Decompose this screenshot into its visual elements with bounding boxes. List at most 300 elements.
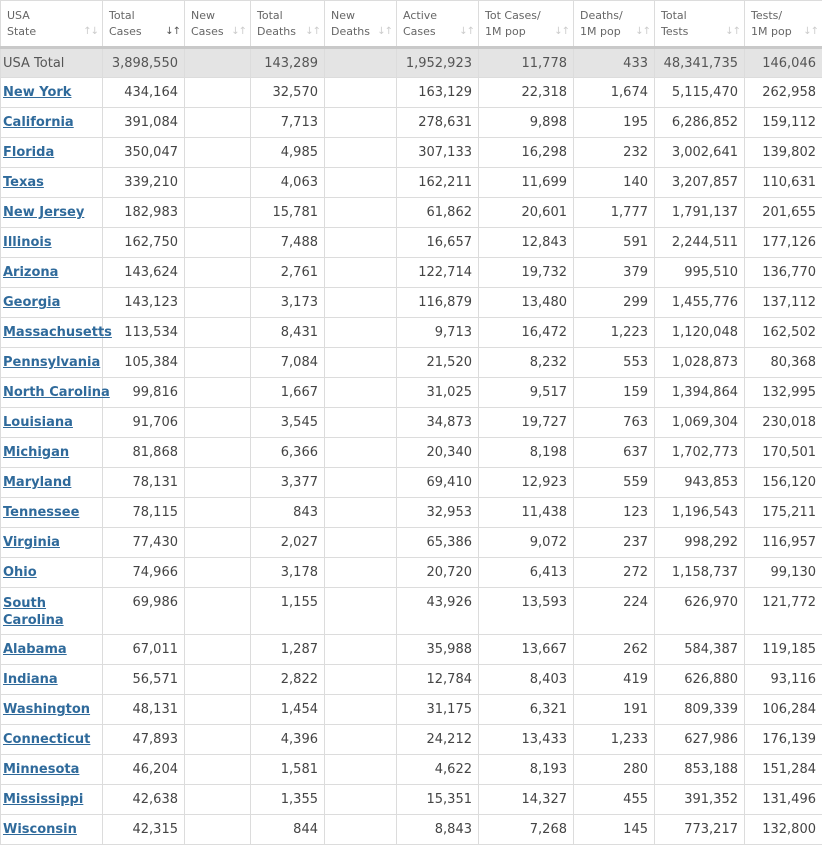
cell-deaths-per-1m: 379 — [574, 258, 655, 288]
cell-total-tests: 6,286,852 — [655, 108, 745, 138]
cell-tests-per-1m: 110,631 — [745, 168, 822, 198]
cell-deaths-per-1m: 1,777 — [574, 198, 655, 228]
cell-total-tests: 627,986 — [655, 725, 745, 755]
cell-total-cases: 78,131 — [103, 468, 185, 498]
header-tests-per-1m[interactable] — [745, 1, 822, 48]
cell-active-cases: 12,784 — [397, 665, 479, 695]
cell-total-tests: 773,217 — [655, 815, 745, 845]
cell-active-cases: 9,713 — [397, 318, 479, 348]
cell-total-deaths: 1,287 — [251, 635, 325, 665]
cell-tests-per-1m: 151,284 — [745, 755, 822, 785]
cell-new-deaths — [325, 408, 397, 438]
cell-total-cases: 3,898,550 — [103, 48, 185, 78]
header-new-cases[interactable] — [185, 1, 251, 48]
state-link[interactable]: Massachusetts — [3, 325, 112, 340]
state-link[interactable]: California — [3, 115, 74, 130]
header-tot-cases-per-1m[interactable] — [479, 1, 574, 48]
cell-state — [1, 755, 103, 785]
cell-active-cases: 21,520 — [397, 348, 479, 378]
cell-new-cases — [185, 348, 251, 378]
cell-active-cases: 122,714 — [397, 258, 479, 288]
table-row — [1, 785, 822, 815]
cell-active-cases: 15,351 — [397, 785, 479, 815]
state-link[interactable]: Wisconsin — [3, 822, 77, 837]
cell-tot-cases-per-1m: 16,472 — [479, 318, 574, 348]
cell-total-deaths: 1,667 — [251, 378, 325, 408]
table-row — [1, 468, 822, 498]
table-row — [1, 588, 822, 635]
cell-new-cases — [185, 695, 251, 725]
header-label-line2: Cases — [403, 25, 436, 38]
cell-total-deaths: 15,781 — [251, 198, 325, 228]
state-link[interactable]: Arizona — [3, 265, 58, 280]
cell-state — [1, 138, 103, 168]
cell-new-deaths — [325, 635, 397, 665]
cell-deaths-per-1m: 272 — [574, 558, 655, 588]
cell-total-cases: 69,986 — [103, 588, 185, 635]
cell-total-tests: 3,002,641 — [655, 138, 745, 168]
state-link[interactable]: Louisiana — [3, 415, 73, 430]
cell-new-deaths — [325, 725, 397, 755]
cell-total-deaths: 143,289 — [251, 48, 325, 78]
cell-state: USA Total — [1, 48, 103, 78]
cell-state — [1, 468, 103, 498]
state-link[interactable]: Tennessee — [3, 505, 79, 520]
cell-total-deaths: 1,454 — [251, 695, 325, 725]
cell-total-cases: 182,983 — [103, 198, 185, 228]
cell-state — [1, 228, 103, 258]
cell-tests-per-1m: 93,116 — [745, 665, 822, 695]
cell-tot-cases-per-1m: 11,699 — [479, 168, 574, 198]
cell-state — [1, 665, 103, 695]
cell-total-deaths: 844 — [251, 815, 325, 845]
header-state[interactable] — [1, 1, 103, 48]
header-label-line1: USA — [7, 9, 30, 22]
cell-tot-cases-per-1m: 13,667 — [479, 635, 574, 665]
cell-total-cases: 77,430 — [103, 528, 185, 558]
cell-state — [1, 78, 103, 108]
cell-new-deaths — [325, 198, 397, 228]
cell-new-deaths — [325, 288, 397, 318]
table-row — [1, 288, 822, 318]
cell-deaths-per-1m: 224 — [574, 588, 655, 635]
cell-new-cases — [185, 108, 251, 138]
cell-deaths-per-1m: 559 — [574, 468, 655, 498]
cell-deaths-per-1m: 262 — [574, 635, 655, 665]
cell-deaths-per-1m: 763 — [574, 408, 655, 438]
cell-state — [1, 498, 103, 528]
cell-new-cases — [185, 288, 251, 318]
cell-new-cases — [185, 588, 251, 635]
cell-active-cases: 16,657 — [397, 228, 479, 258]
sort-arrows-icon[interactable]: ↑↓ — [83, 24, 98, 40]
cell-total-cases: 81,868 — [103, 438, 185, 468]
cell-total-deaths: 7,084 — [251, 348, 325, 378]
header-label-line1: New — [331, 9, 355, 22]
state-link[interactable]: Minnesota — [3, 762, 79, 777]
sort-arrows-icon[interactable]: ↓↑ — [803, 24, 818, 40]
state-link[interactable]: Maryland — [3, 475, 71, 490]
cell-deaths-per-1m: 159 — [574, 378, 655, 408]
cell-total-tests: 626,970 — [655, 588, 745, 635]
cell-total-tests: 998,292 — [655, 528, 745, 558]
cell-new-deaths — [325, 755, 397, 785]
sort-arrows-icon[interactable]: ↓↑ — [231, 24, 246, 40]
cell-new-cases — [185, 378, 251, 408]
cell-tot-cases-per-1m: 12,923 — [479, 468, 574, 498]
cell-total-deaths: 2,027 — [251, 528, 325, 558]
cell-tot-cases-per-1m: 11,778 — [479, 48, 574, 78]
cell-deaths-per-1m: 591 — [574, 228, 655, 258]
cell-total-cases: 46,204 — [103, 755, 185, 785]
cell-new-deaths — [325, 378, 397, 408]
cell-total-cases: 78,115 — [103, 498, 185, 528]
cell-tests-per-1m: 137,112 — [745, 288, 822, 318]
header-label-line1: Active — [403, 9, 437, 22]
table-row — [1, 725, 822, 755]
cell-total-tests: 5,115,470 — [655, 78, 745, 108]
cell-new-cases — [185, 498, 251, 528]
cell-new-deaths — [325, 228, 397, 258]
cell-tests-per-1m: 136,770 — [745, 258, 822, 288]
cell-new-deaths — [325, 665, 397, 695]
cell-total-cases: 350,047 — [103, 138, 185, 168]
table-row — [1, 78, 822, 108]
cell-tests-per-1m: 156,120 — [745, 468, 822, 498]
cell-tests-per-1m: 230,018 — [745, 408, 822, 438]
cell-new-cases — [185, 755, 251, 785]
cell-active-cases: 32,953 — [397, 498, 479, 528]
cell-tot-cases-per-1m: 9,072 — [479, 528, 574, 558]
cell-tests-per-1m: 177,126 — [745, 228, 822, 258]
cell-state — [1, 408, 103, 438]
sort-arrows-icon[interactable]: ↓↑ — [554, 24, 569, 40]
cell-tot-cases-per-1m: 9,898 — [479, 108, 574, 138]
cell-deaths-per-1m: 299 — [574, 288, 655, 318]
cell-total-cases: 434,164 — [103, 78, 185, 108]
cell-deaths-per-1m: 195 — [574, 108, 655, 138]
state-link[interactable]: Alabama — [3, 642, 67, 657]
cell-tot-cases-per-1m: 20,601 — [479, 198, 574, 228]
cell-total-tests: 2,244,511 — [655, 228, 745, 258]
state-link[interactable]: Texas — [3, 175, 44, 190]
table-row — [1, 635, 822, 665]
cell-tot-cases-per-1m: 8,232 — [479, 348, 574, 378]
state-link[interactable]: Virginia — [3, 535, 60, 550]
cell-active-cases: 278,631 — [397, 108, 479, 138]
cell-total-deaths: 7,488 — [251, 228, 325, 258]
header-label-line2: State — [7, 25, 36, 38]
cell-tests-per-1m: 80,368 — [745, 348, 822, 378]
cell-total-tests: 391,352 — [655, 785, 745, 815]
cell-tests-per-1m: 99,130 — [745, 558, 822, 588]
cell-tests-per-1m: 139,802 — [745, 138, 822, 168]
cell-deaths-per-1m: 553 — [574, 348, 655, 378]
cell-tot-cases-per-1m: 8,193 — [479, 755, 574, 785]
cell-new-deaths — [325, 108, 397, 138]
cell-tests-per-1m: 132,800 — [745, 815, 822, 845]
cell-new-cases — [185, 725, 251, 755]
cell-active-cases: 1,952,923 — [397, 48, 479, 78]
state-link[interactable]: Washington — [3, 702, 90, 717]
table-row — [1, 755, 822, 785]
cell-deaths-per-1m: 1,674 — [574, 78, 655, 108]
cell-total-deaths: 3,377 — [251, 468, 325, 498]
cell-state — [1, 528, 103, 558]
header-label-line2: Deaths — [331, 25, 370, 38]
cell-new-cases — [185, 168, 251, 198]
cell-tot-cases-per-1m: 19,732 — [479, 258, 574, 288]
header-deaths-per-1m[interactable] — [574, 1, 655, 48]
table-row — [1, 108, 822, 138]
cell-tot-cases-per-1m: 13,480 — [479, 288, 574, 318]
header-label-line2: 1M pop — [751, 25, 792, 38]
cell-deaths-per-1m: 1,223 — [574, 318, 655, 348]
table-row — [1, 408, 822, 438]
cell-active-cases: 307,133 — [397, 138, 479, 168]
sort-arrows-icon[interactable]: ↓↑ — [459, 24, 474, 40]
cell-tests-per-1m: 116,957 — [745, 528, 822, 558]
cell-active-cases: 20,720 — [397, 558, 479, 588]
cell-new-deaths — [325, 468, 397, 498]
cell-total-tests: 1,120,048 — [655, 318, 745, 348]
cell-state — [1, 438, 103, 468]
state-link[interactable]: New York — [3, 85, 71, 100]
cell-tests-per-1m: 201,655 — [745, 198, 822, 228]
cell-total-deaths: 4,396 — [251, 725, 325, 755]
cell-tests-per-1m: 176,139 — [745, 725, 822, 755]
cell-tests-per-1m: 170,501 — [745, 438, 822, 468]
cell-new-deaths — [325, 78, 397, 108]
table-row — [1, 378, 822, 408]
cell-total-tests: 3,207,857 — [655, 168, 745, 198]
cell-total-cases: 143,624 — [103, 258, 185, 288]
cell-state — [1, 258, 103, 288]
header-label-line1: Tot Cases/ — [485, 9, 541, 22]
usa-total-row — [1, 48, 822, 78]
cell-deaths-per-1m: 145 — [574, 815, 655, 845]
cell-total-tests: 1,069,304 — [655, 408, 745, 438]
header-total-tests[interactable] — [655, 1, 745, 48]
cell-total-deaths: 3,178 — [251, 558, 325, 588]
cell-total-deaths: 7,713 — [251, 108, 325, 138]
cell-tot-cases-per-1m: 19,727 — [479, 408, 574, 438]
header-active-cases[interactable] — [397, 1, 479, 48]
sort-arrows-icon[interactable]: ↓↑ — [165, 24, 180, 40]
header-row — [1, 1, 822, 48]
cell-active-cases: 31,025 — [397, 378, 479, 408]
cell-tot-cases-per-1m: 11,438 — [479, 498, 574, 528]
table-row — [1, 168, 822, 198]
cell-new-cases — [185, 785, 251, 815]
table-row — [1, 198, 822, 228]
cell-active-cases: 69,410 — [397, 468, 479, 498]
table-row — [1, 665, 822, 695]
cell-total-deaths: 6,366 — [251, 438, 325, 468]
cell-new-cases — [185, 468, 251, 498]
header-total-deaths[interactable] — [251, 1, 325, 48]
cell-deaths-per-1m: 191 — [574, 695, 655, 725]
cell-tot-cases-per-1m: 6,413 — [479, 558, 574, 588]
cell-total-tests: 584,387 — [655, 635, 745, 665]
state-link[interactable]: North Carolina — [3, 385, 110, 400]
table-row — [1, 558, 822, 588]
cell-tests-per-1m: 262,958 — [745, 78, 822, 108]
cell-total-deaths: 2,761 — [251, 258, 325, 288]
cell-total-deaths: 1,355 — [251, 785, 325, 815]
cell-total-tests: 1,028,873 — [655, 348, 745, 378]
table-row — [1, 815, 822, 845]
state-link[interactable]: Georgia — [3, 295, 60, 310]
cell-new-deaths — [325, 168, 397, 198]
cell-new-deaths — [325, 348, 397, 378]
header-new-deaths[interactable] — [325, 1, 397, 48]
table-row — [1, 498, 822, 528]
cell-new-cases — [185, 438, 251, 468]
cell-deaths-per-1m: 455 — [574, 785, 655, 815]
header-label-line2: 1M pop — [580, 25, 621, 38]
state-link[interactable]: South Carolina — [3, 596, 64, 628]
cell-total-cases: 74,966 — [103, 558, 185, 588]
cell-active-cases: 61,862 — [397, 198, 479, 228]
cell-new-cases — [185, 408, 251, 438]
state-link[interactable]: Michigan — [3, 445, 69, 460]
cell-total-cases: 56,571 — [103, 665, 185, 695]
cell-state — [1, 198, 103, 228]
header-label-line2: Cases — [191, 25, 224, 38]
cell-active-cases: 20,340 — [397, 438, 479, 468]
cell-total-deaths: 1,581 — [251, 755, 325, 785]
state-link[interactable]: Indiana — [3, 672, 58, 687]
state-link[interactable]: Florida — [3, 145, 54, 160]
cell-new-deaths — [325, 138, 397, 168]
cell-tot-cases-per-1m: 8,198 — [479, 438, 574, 468]
cell-new-cases — [185, 558, 251, 588]
table-row — [1, 138, 822, 168]
cell-tot-cases-per-1m: 13,593 — [479, 588, 574, 635]
cell-new-cases — [185, 318, 251, 348]
cell-new-deaths — [325, 588, 397, 635]
cell-total-deaths: 32,570 — [251, 78, 325, 108]
header-label-line1: Deaths/ — [580, 9, 623, 22]
cell-tot-cases-per-1m: 7,268 — [479, 815, 574, 845]
cell-tests-per-1m: 159,112 — [745, 108, 822, 138]
table-row — [1, 348, 822, 378]
state-link[interactable]: New Jersey — [3, 205, 84, 220]
table-row — [1, 228, 822, 258]
cell-new-deaths — [325, 528, 397, 558]
cell-state — [1, 168, 103, 198]
cell-total-cases: 113,534 — [103, 318, 185, 348]
cell-tests-per-1m: 132,995 — [745, 378, 822, 408]
cell-total-deaths: 8,431 — [251, 318, 325, 348]
cell-total-cases: 42,315 — [103, 815, 185, 845]
table-row — [1, 438, 822, 468]
table-row — [1, 318, 822, 348]
cell-total-deaths: 4,985 — [251, 138, 325, 168]
header-label-line1: Tests/ — [751, 9, 782, 22]
state-link[interactable]: Ohio — [3, 565, 37, 580]
cell-new-deaths — [325, 815, 397, 845]
header-label-line2: Cases — [109, 25, 142, 38]
cell-new-cases — [185, 228, 251, 258]
sort-arrows-icon[interactable]: ↓↑ — [377, 24, 392, 40]
cell-total-deaths: 1,155 — [251, 588, 325, 635]
cell-active-cases: 65,386 — [397, 528, 479, 558]
cell-new-cases — [185, 258, 251, 288]
cell-new-deaths — [325, 785, 397, 815]
cell-state — [1, 558, 103, 588]
cell-total-cases: 339,210 — [103, 168, 185, 198]
cell-total-tests: 1,196,543 — [655, 498, 745, 528]
cell-new-cases — [185, 665, 251, 695]
cell-deaths-per-1m: 637 — [574, 438, 655, 468]
cell-active-cases: 35,988 — [397, 635, 479, 665]
cell-total-tests: 1,791,137 — [655, 198, 745, 228]
sort-arrows-icon[interactable]: ↓↑ — [725, 24, 740, 40]
cell-new-deaths — [325, 438, 397, 468]
cell-new-cases — [185, 48, 251, 78]
cell-tests-per-1m: 106,284 — [745, 695, 822, 725]
state-link[interactable]: Illinois — [3, 235, 52, 250]
header-label-line1: Total — [109, 9, 135, 22]
cell-total-deaths: 843 — [251, 498, 325, 528]
state-link[interactable]: Mississippi — [3, 792, 83, 807]
header-label-line2: 1M pop — [485, 25, 526, 38]
cell-total-cases: 162,750 — [103, 228, 185, 258]
state-link[interactable]: Pennsylvania — [3, 355, 100, 370]
cell-active-cases: 43,926 — [397, 588, 479, 635]
table-row — [1, 528, 822, 558]
cell-total-deaths: 4,063 — [251, 168, 325, 198]
cell-new-cases — [185, 198, 251, 228]
cell-total-cases: 67,011 — [103, 635, 185, 665]
cell-total-tests: 943,853 — [655, 468, 745, 498]
cell-deaths-per-1m: 1,233 — [574, 725, 655, 755]
cell-state — [1, 695, 103, 725]
cell-total-tests: 48,341,735 — [655, 48, 745, 78]
cell-deaths-per-1m: 433 — [574, 48, 655, 78]
header-total-cases[interactable] — [103, 1, 185, 48]
cell-deaths-per-1m: 237 — [574, 528, 655, 558]
cell-tot-cases-per-1m: 14,327 — [479, 785, 574, 815]
sort-arrows-icon[interactable]: ↓↑ — [305, 24, 320, 40]
cell-total-tests: 809,339 — [655, 695, 745, 725]
sort-arrows-icon[interactable]: ↓↑ — [635, 24, 650, 40]
cell-active-cases: 116,879 — [397, 288, 479, 318]
cell-tests-per-1m: 131,496 — [745, 785, 822, 815]
cell-active-cases: 4,622 — [397, 755, 479, 785]
header-label-line1: Total — [257, 9, 283, 22]
cell-state — [1, 108, 103, 138]
cell-total-cases: 42,638 — [103, 785, 185, 815]
table-row — [1, 695, 822, 725]
cell-new-deaths — [325, 48, 397, 78]
header-label-line1: New — [191, 9, 215, 22]
table-row — [1, 258, 822, 288]
cell-deaths-per-1m: 232 — [574, 138, 655, 168]
cell-tests-per-1m: 175,211 — [745, 498, 822, 528]
table-body — [1, 48, 822, 845]
cell-active-cases: 163,129 — [397, 78, 479, 108]
state-link[interactable]: Connecticut — [3, 732, 90, 747]
cell-tot-cases-per-1m: 22,318 — [479, 78, 574, 108]
cell-total-tests: 1,702,773 — [655, 438, 745, 468]
cell-state — [1, 318, 103, 348]
cell-active-cases: 162,211 — [397, 168, 479, 198]
cell-total-cases: 99,816 — [103, 378, 185, 408]
cell-total-deaths: 2,822 — [251, 665, 325, 695]
